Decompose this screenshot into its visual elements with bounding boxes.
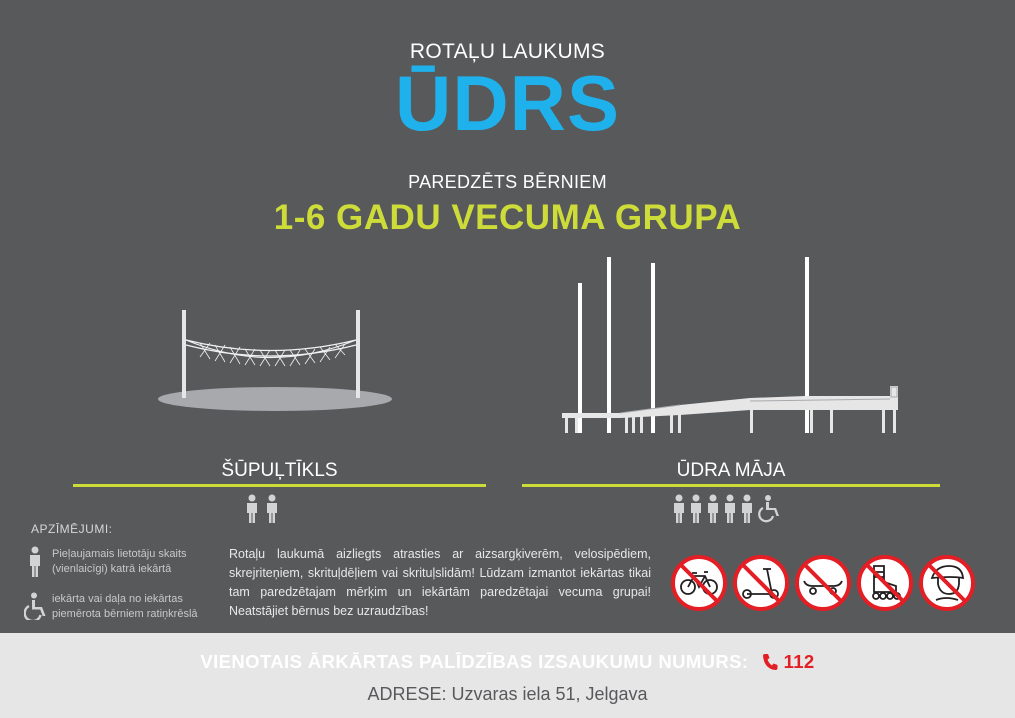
subtitle: ROTAĻU LAUKUMS	[409, 40, 606, 63]
no-rollerskates-icon	[856, 554, 914, 612]
hammock-illustration	[150, 305, 400, 415]
person-icon	[708, 495, 718, 524]
person-icon	[267, 495, 277, 524]
person-icon	[691, 495, 701, 524]
wheelchair-icon	[759, 495, 779, 521]
legend-wheelchair-line2: piemērota bērniem ratiņkrēslā	[52, 608, 198, 620]
emergency-line	[0, 650, 1015, 673]
no-skateboard-icon	[794, 554, 852, 612]
legend-users-line1: Pieļaujamais lietotāju skaits	[52, 548, 187, 560]
wheelchair-icon	[24, 592, 48, 620]
page-title: ŪDRS	[394, 59, 620, 147]
hammock-left-post	[182, 310, 186, 398]
user-count-hammock	[243, 494, 283, 524]
divider-line	[73, 484, 486, 487]
no-scooter-icon	[732, 554, 790, 612]
rules-text: Rotaļu laukumā aizliegts atrasties ar aizsargķiverēm, velosipēdiem, skrejriteņiem, skrituļdēļiem vai skrituļslidām! Lūdzam izmantot iekārtas tikai tam paredzētajam mērķim un iekārtām paredzētajai vecuma grupai! Neatstājiet bērnus bez uzraudzības!	[229, 547, 651, 618]
phone-icon	[762, 653, 778, 671]
user-count-otter-house	[670, 494, 790, 524]
equipment-name-hammock: ŠŪPUĻTĪKLS	[221, 460, 338, 481]
otter-house-illustration	[560, 255, 905, 435]
intended-for-label: PAREDZĒTS BĒRNIEM	[408, 172, 607, 192]
emergency-number: 112	[783, 651, 815, 672]
legend-wheelchair-line1: iekārta vai daļa no iekārtas	[52, 593, 183, 605]
person-icon	[247, 495, 257, 524]
equipment-name-otter-house: ŪDRA MĀJA	[676, 460, 786, 481]
emergency-label: VIENOTAIS ĀRKĀRTAS PALĪDZĪBAS IZSAUKUMU NUMURS:	[200, 651, 749, 672]
address: ADRESE: Uzvaras iela 51, Jelgava	[367, 684, 648, 704]
legend-users-line2: (vienlaicīgi) katrā iekārtā	[52, 563, 172, 575]
legend-title: APZĪMĒJUMI:	[31, 522, 113, 536]
person-icon	[674, 495, 684, 524]
hammock-right-post	[356, 310, 360, 398]
divider-line	[522, 484, 940, 487]
person-icon	[725, 495, 735, 524]
no-helmet-icon	[918, 554, 976, 612]
footer	[0, 633, 1015, 718]
age-group-label: 1-6 GADU VECUMA GRUPA	[273, 198, 742, 237]
person-icon	[742, 495, 752, 524]
person-icon	[28, 546, 42, 578]
no-bicycle-icon	[670, 554, 728, 612]
